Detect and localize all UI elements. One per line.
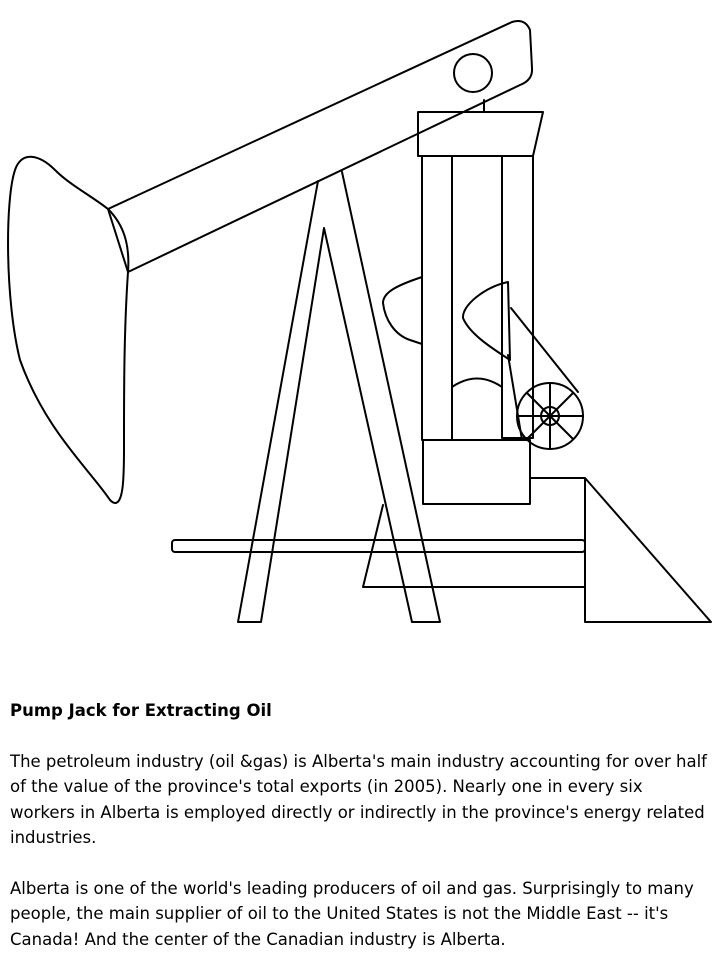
tower-cap <box>418 112 543 156</box>
caption-text-block <box>10 698 712 952</box>
tower-arch <box>452 379 502 388</box>
left-counterweight <box>383 277 422 344</box>
beam-pivot-circle <box>454 54 492 92</box>
gear-base <box>423 440 530 504</box>
caption-paragraph: Alberta is one of the world's leading producers of oil and gas. Surprisingly to many people, the main supplier of oil to the United States is not the Middle East -- it's Canada! And the center of the Canadian industry is Alberta. <box>10 878 694 949</box>
walking-beam <box>108 21 532 272</box>
caption-title: Pump Jack for Extracting Oil <box>10 701 272 720</box>
caption-paragraph: The petroleum industry (oil &gas) is Alberta's main industry accounting for over half of the value of the province's total exports (in 2005). Nearly one in every six workers in Alberta is employed directly or indirectly in the province's energy related industries. <box>10 751 707 847</box>
base-frame <box>363 478 711 622</box>
base-rail <box>172 540 585 552</box>
samson-post <box>238 172 440 622</box>
flywheel-spokes <box>517 383 583 449</box>
tower-left-column <box>422 156 452 440</box>
